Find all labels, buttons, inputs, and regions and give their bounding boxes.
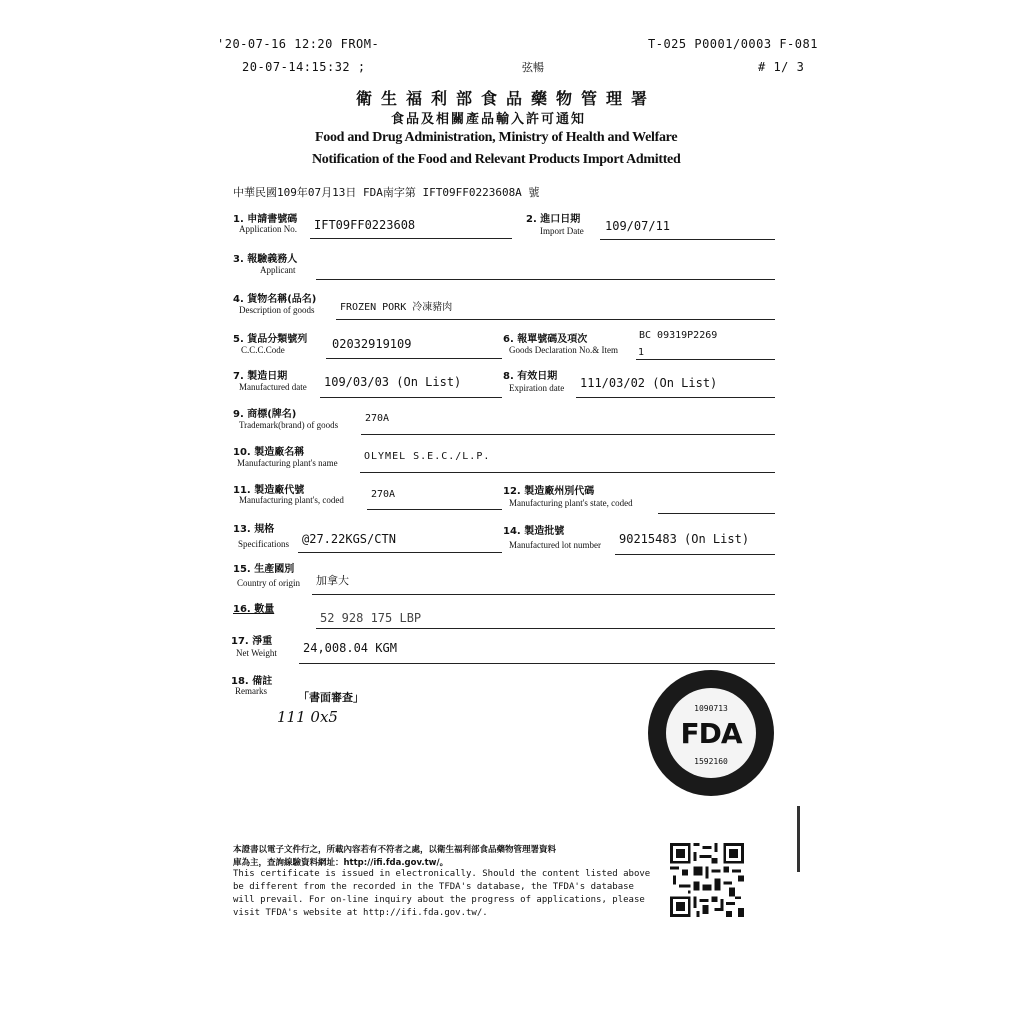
- import-date: 109/07/11: [605, 219, 671, 233]
- field-9-label-zh: 9. 商標(牌名): [233, 409, 297, 420]
- field-15-label-zh: 15. 生產國別: [233, 564, 295, 575]
- ccc-code: 02032919109: [332, 337, 412, 351]
- fax-subheader-mid: 弦暢: [522, 61, 544, 74]
- fda-logo: FDA: [680, 717, 742, 750]
- field-18-label-en: Remarks: [235, 686, 267, 696]
- country-of-origin: 加拿大: [316, 574, 349, 587]
- field-5-label-zh: 5. 貨品分類號列: [233, 334, 308, 345]
- field-3-label-zh: 3. 報驗義務人: [233, 254, 298, 265]
- goods-declaration-item: 1: [638, 347, 645, 358]
- field-9-underline: [361, 434, 775, 435]
- field-4-label-en: Description of goods: [239, 305, 315, 315]
- field-15-underline: [312, 594, 775, 595]
- agency-title-zh: 衛生福利部食品藥物管理署: [356, 89, 657, 108]
- footer-statement-en-1: This certificate is issued in electronically. Should the content listed above: [233, 869, 651, 879]
- specifications: @27.22KGS/CTN: [302, 532, 396, 546]
- field-17-label-en: Net Weight: [236, 648, 277, 658]
- field-15-label-en: Country of origin: [237, 578, 300, 588]
- field-12-label-zh: 12. 製造廠州別代碼: [503, 486, 595, 497]
- field-13-label-en: Specifications: [238, 539, 289, 549]
- fda-seal-stamp: [648, 670, 774, 796]
- field-14-underline: [615, 554, 775, 555]
- goods-declaration-number: BC 09319P2269: [639, 330, 718, 341]
- expiration-date: 111/03/02 (On List): [580, 376, 718, 390]
- footer-statement-en-4: visit TFDA's website at http://ifi.fda.gov.tw/.: [233, 908, 488, 918]
- field-18-label-zh: 18. 備註: [231, 676, 273, 687]
- field-2-label-zh: 2. 進口日期: [526, 214, 581, 225]
- field-5-underline: [326, 358, 502, 359]
- field-11-label-en: Manufacturing plant's, coded: [239, 495, 344, 505]
- notice-title-zh: 食品及相關產品輸入許可通知: [391, 112, 587, 127]
- field-1-underline: [310, 238, 512, 239]
- field-16-underline: [316, 628, 775, 629]
- manufacturing-plant-name: OLYMEL S.E.C./L.P.: [364, 451, 491, 462]
- manufactured-lot-number: 90215483 (On List): [619, 532, 750, 546]
- stamp-number: 1592160: [694, 757, 728, 766]
- field-17-underline: [299, 663, 775, 664]
- field-10-underline: [360, 472, 775, 473]
- manufacturing-plant-code: 270A: [371, 489, 396, 500]
- field-3-underline: [316, 279, 775, 280]
- field-8-label-en: Expiration date: [509, 383, 565, 393]
- field-16-label-zh: 16. 數量: [233, 604, 275, 615]
- net-weight: 24,008.04 KGM: [303, 641, 397, 655]
- field-14-label-en: Manufactured lot number: [509, 540, 601, 550]
- field-12-label-en: Manufacturing plant's state, coded: [509, 498, 633, 508]
- field-3-label-en: Applicant: [260, 265, 296, 275]
- field-9-label-en: Trademark(brand) of goods: [239, 420, 339, 430]
- fax-header-left: '20-07-16 12:20 FROM-: [217, 37, 380, 51]
- field-5-label-en: C.C.C.Code: [241, 345, 285, 355]
- field-6-label-zh: 6. 報單號碼及項次: [503, 334, 588, 345]
- field-6-underline: [636, 359, 775, 360]
- field-12-underline: [658, 513, 775, 514]
- fda-seal-inner: [666, 688, 756, 778]
- fax-subheader-left: 20-07-14:15:32 ;: [242, 60, 366, 74]
- manufactured-date: 109/03/03 (On List): [324, 375, 462, 389]
- field-7-label-en: Manufactured date: [239, 382, 307, 392]
- application-number: IFT09FF0223608: [314, 218, 416, 232]
- field-10-label-en: Manufacturing plant's name: [237, 458, 338, 468]
- stamp-date: 1090713: [694, 704, 728, 713]
- field-8-label-zh: 8. 有效日期: [503, 371, 558, 382]
- field-11-label-zh: 11. 製造廠代號: [233, 485, 305, 496]
- fax-page-counter: # 1/ 3: [758, 60, 805, 74]
- quantity: 52 928 175 LBP: [320, 611, 422, 625]
- footer-statement-en-3: will prevail. For on-line inquiry about the progress of applications, please: [233, 895, 645, 905]
- trademark: 270A: [365, 413, 390, 424]
- description-of-goods: FROZEN PORK 冷凍豬肉: [340, 302, 453, 313]
- field-2-label-en: Import Date: [540, 226, 584, 236]
- remarks: 「書面審查」: [298, 691, 364, 704]
- field-6-label-en: Goods Declaration No.& Item: [509, 345, 618, 355]
- field-13-underline: [298, 552, 502, 553]
- field-1-label-zh: 1. 申請書號碼: [233, 214, 298, 225]
- agency-title-en: Food and Drug Administration, Ministry of Health and Welfare: [315, 130, 678, 145]
- field-2-underline: [600, 239, 775, 240]
- notice-title-en: Notification of the Food and Relevant Products Import Admitted: [312, 152, 681, 167]
- field-4-label-zh: 4. 貨物名稱(品名): [233, 294, 317, 305]
- fax-header-right: T-025 P0001/0003 F-081: [648, 37, 818, 51]
- handwritten-note: 111 0x5: [277, 708, 338, 726]
- field-1-label-en: Application No.: [239, 224, 297, 234]
- field-8-underline: [576, 397, 775, 398]
- qr-code: [670, 843, 744, 917]
- footer-statement-zh-1: 本證書以電子文件行之，所載內容若有不符者之處，以衛生福利部食品藥物管理署資料: [233, 845, 557, 855]
- reference-line: 中華民國109年07月13日 FDA南字第 IFT09FF0223608A 號: [233, 186, 540, 199]
- field-11-underline: [367, 509, 502, 510]
- field-4-underline: [336, 319, 775, 320]
- field-13-label-zh: 13. 規格: [233, 524, 275, 535]
- field-10-label-zh: 10. 製造廠名稱: [233, 447, 305, 458]
- field-14-label-zh: 14. 製造批號: [503, 526, 565, 537]
- footer-statement-en-2: be different from the recorded in the TFDA's database, the TFDA's database: [233, 882, 634, 892]
- footer-statement-zh-2: 庫為主，查詢線驗資料網址：http://ifi.fda.gov.tw/。: [233, 858, 449, 868]
- field-7-underline: [320, 397, 502, 398]
- page-edge-mark: [797, 806, 800, 872]
- field-7-label-zh: 7. 製造日期: [233, 371, 288, 382]
- field-17-label-zh: 17. 淨重: [231, 636, 273, 647]
